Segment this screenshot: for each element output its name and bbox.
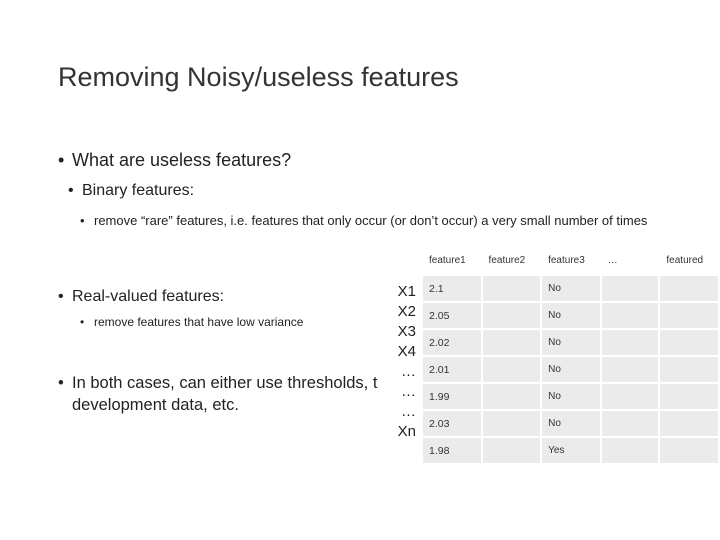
bullet-dot-icon: •	[68, 182, 74, 199]
table-cell	[483, 384, 541, 409]
bullet-dot-icon: •	[58, 150, 65, 170]
slide-title: Removing Noisy/useless features	[58, 62, 459, 92]
column-header: feature3	[542, 246, 600, 274]
table-cell	[602, 276, 659, 301]
table-row	[423, 357, 718, 382]
table-row	[423, 276, 718, 301]
table-cell: 2.03	[423, 411, 481, 436]
row-label: X4	[397, 343, 416, 360]
bullet-dot-icon: •	[58, 288, 64, 305]
feature-table	[421, 244, 720, 465]
table-cell: No	[542, 384, 600, 409]
table-cell	[602, 411, 659, 436]
bullet-text: Binary features:	[82, 182, 195, 199]
table-cell: 2.01	[423, 357, 481, 382]
table-cell	[602, 357, 659, 382]
bullet-binary-features	[68, 182, 194, 200]
table-cell: No	[542, 411, 600, 436]
row-label: X1	[397, 283, 416, 300]
row-label: X3	[397, 323, 416, 340]
bullet-text-line2: development data, etc.	[72, 396, 239, 414]
row-labels	[378, 282, 416, 442]
column-header: feature1	[423, 246, 481, 274]
row-label: …	[401, 363, 416, 380]
table-row	[423, 411, 718, 436]
table-cell	[483, 276, 541, 301]
table-row	[423, 438, 718, 463]
bullet-text: What are useless features?	[72, 150, 292, 170]
table-cell	[602, 438, 659, 463]
table-cell: 2.05	[423, 303, 481, 328]
bullet-real-valued-features	[58, 288, 224, 306]
column-header: featured	[660, 246, 718, 274]
row-label: Xn	[397, 423, 416, 440]
column-header: …	[602, 246, 659, 274]
table-cell	[483, 330, 541, 355]
bullet-dot-icon: •	[80, 315, 85, 329]
table-cell: No	[542, 330, 600, 355]
table-cell: No	[542, 357, 600, 382]
table-cell	[660, 330, 718, 355]
column-header: feature2	[483, 246, 541, 274]
row-label: X2	[397, 303, 416, 320]
bullet-text-line1: In both cases, can either use thresholds, t	[72, 374, 378, 392]
table-cell	[483, 357, 541, 382]
table-cell: 1.99	[423, 384, 481, 409]
bullet-dot-icon: •	[80, 213, 85, 228]
table-cell	[602, 303, 659, 328]
table-row	[423, 303, 718, 328]
table-cell: 2.02	[423, 330, 481, 355]
bullet-useless-features	[58, 150, 291, 171]
table-cell	[660, 303, 718, 328]
table-cell	[660, 438, 718, 463]
table-cell	[483, 438, 541, 463]
table-cell	[602, 330, 659, 355]
table-cell	[660, 411, 718, 436]
table-cell	[483, 303, 541, 328]
table-header-row	[423, 246, 718, 274]
table-cell	[660, 276, 718, 301]
table-cell	[483, 411, 541, 436]
table-cell: No	[542, 276, 600, 301]
table-cell: Yes	[542, 438, 600, 463]
row-label: …	[401, 403, 416, 420]
table-cell	[602, 384, 659, 409]
sub-bullet-remove-rare	[80, 212, 671, 229]
row-label: …	[401, 383, 416, 400]
bullet-text: remove features that have low variance	[94, 315, 304, 329]
table-cell	[660, 384, 718, 409]
table-row	[423, 330, 718, 355]
table-cell: No	[542, 303, 600, 328]
bullet-dot-icon: •	[58, 374, 64, 392]
sub-bullet-low-variance	[80, 315, 303, 329]
table-cell	[660, 357, 718, 382]
bullet-text: Real-valued features:	[72, 288, 225, 305]
bullet-text: remove “rare” features, i.e. features that only occur (or don’t occur) a very small number of times	[94, 213, 648, 228]
table-cell: 1.98	[423, 438, 481, 463]
table-row	[423, 384, 718, 409]
bullet-thresholds	[58, 372, 432, 416]
table-cell: 2.1	[423, 276, 481, 301]
